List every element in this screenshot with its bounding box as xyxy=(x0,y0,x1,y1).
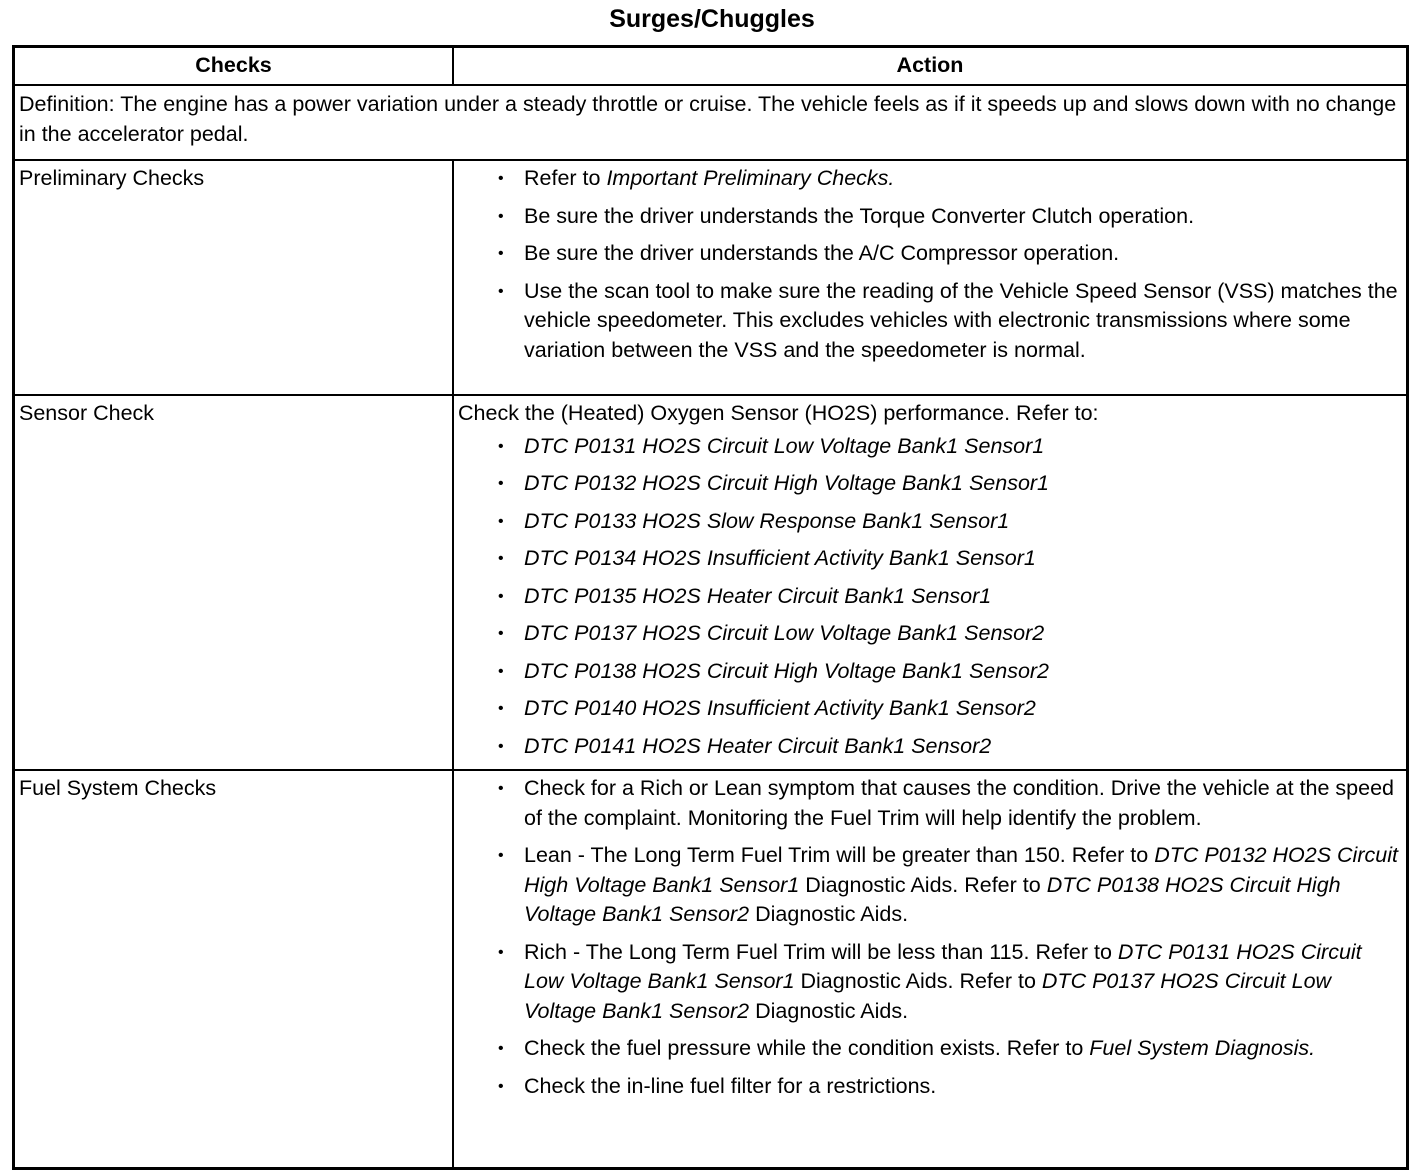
action-item xyxy=(458,507,1402,537)
action-item xyxy=(458,544,1402,574)
reference-text: DTC P0133 HO2S Slow Response Bank1 Sensor1 xyxy=(524,508,1010,533)
action-item xyxy=(458,1034,1402,1064)
item-text: Be sure the driver understands the Torque Converter Clutch operation. xyxy=(524,203,1195,228)
reference-text: DTC P0138 HO2S Circuit High Voltage Bank1 Sensor2 xyxy=(524,872,1341,926)
item-text: Diagnostic Aids. xyxy=(749,998,909,1023)
item-text: Check for a Rich or Lean symptom that causes the condition. Drive the vehicle at the speed of the complaint. Monitoring the Fuel Trim will help identify the problem. xyxy=(524,776,1395,830)
reference-text: DTC P0137 HO2S Circuit Low Voltage Bank1 Sensor2 xyxy=(524,969,1332,1023)
action-intro: Check the (Heated) Oxygen Sensor (HO2S) performance. Refer to: xyxy=(458,401,1099,425)
action-item xyxy=(458,938,1402,1027)
item-text: Diagnostic Aids. xyxy=(749,902,909,926)
action-item xyxy=(458,841,1402,930)
surges-chuggles-table xyxy=(12,45,1409,1170)
check-label: Fuel System Checks xyxy=(14,770,454,1168)
check-label: Sensor Check xyxy=(14,395,454,770)
action-cell xyxy=(453,395,1408,770)
item-text: Diagnostic Aids. Refer to xyxy=(794,969,1042,993)
action-list xyxy=(458,164,1402,365)
action-header: Action xyxy=(453,47,1408,86)
reference-text: DTC P0132 HO2S Circuit High Voltage Bank1 Sensor1 xyxy=(524,843,1398,897)
action-item xyxy=(458,164,1402,194)
reference-text: DTC P0132 HO2S Circuit High Voltage Bank1 Sensor1 xyxy=(524,471,1050,495)
item-text: Rich - The Long Term Fuel Trim will be less than 115. Refer to xyxy=(524,939,1118,964)
reference-text: DTC P0137 HO2S Circuit Low Voltage Bank1 Sensor2 xyxy=(524,621,1045,645)
reference-text: DTC P0134 HO2S Insufficient Activity Bank1 Sensor1 xyxy=(524,546,1036,570)
action-item xyxy=(458,277,1402,366)
action-item xyxy=(458,582,1402,612)
check-label: Preliminary Checks xyxy=(14,160,454,395)
action-item xyxy=(458,202,1402,232)
action-list xyxy=(458,774,1402,1101)
action-item xyxy=(458,774,1402,833)
header-row xyxy=(14,47,1408,86)
table-row xyxy=(14,395,1408,770)
item-text: Lean - The Long Term Fuel Trim will be greater than 150. Refer to xyxy=(524,843,1155,867)
definition-text: Definition: The engine has a power variation under a steady throttle or cruise. The vehicle feels as if it speeds up and slows down with no change in the accelerator pedal. xyxy=(14,85,1408,160)
definition-row xyxy=(14,85,1408,160)
page-title: Surges/Chuggles xyxy=(609,5,815,33)
item-text: Refer to xyxy=(524,166,607,190)
action-list xyxy=(458,432,1402,762)
item-text: Check the fuel pressure while the condition exists. Refer to xyxy=(524,1036,1090,1060)
action-item xyxy=(458,694,1402,724)
table-row xyxy=(14,160,1408,395)
checks-header: Checks xyxy=(14,47,454,86)
reference-text: DTC P0138 HO2S Circuit High Voltage Bank1 Sensor2 xyxy=(524,658,1050,683)
reference-text: DTC P0135 HO2S Heater Circuit Bank1 Sensor1 xyxy=(524,583,992,608)
reference-text: DTC P0131 HO2S Circuit Low Voltage Bank1 Sensor1 xyxy=(524,433,1045,458)
action-item xyxy=(458,657,1402,687)
reference-text: Fuel System Diagnosis. xyxy=(1089,1036,1316,1060)
action-item xyxy=(458,1072,1402,1102)
action-item xyxy=(458,469,1402,499)
reference-text: DTC P0141 HO2S Heater Circuit Bank1 Sensor2 xyxy=(524,733,992,758)
reference-text: DTC P0140 HO2S Insufficient Activity Bank1 Sensor2 xyxy=(524,696,1036,720)
item-text: Be sure the driver understands the A/C Compressor operation. xyxy=(524,241,1120,265)
reference-text: Important Preliminary Checks. xyxy=(606,166,895,190)
action-item xyxy=(458,732,1402,762)
item-text: Check the in-line fuel filter for a restrictions. xyxy=(524,1073,937,1098)
action-item xyxy=(458,432,1402,462)
action-cell xyxy=(453,770,1408,1168)
action-item xyxy=(458,619,1402,649)
reference-text: DTC P0131 HO2S Circuit Low Voltage Bank1 Sensor1 xyxy=(524,939,1362,993)
item-text: Use the scan tool to make sure the reading of the Vehicle Speed Sensor (VSS) matches the vehicle speedometer. This excludes vehicles with electronic transmissions where some variation between the VSS and the speedometer is normal. xyxy=(524,278,1398,362)
action-item xyxy=(458,239,1402,269)
table-row xyxy=(14,770,1408,1168)
item-text: Diagnostic Aids. Refer to xyxy=(799,872,1047,897)
action-cell xyxy=(453,160,1408,395)
